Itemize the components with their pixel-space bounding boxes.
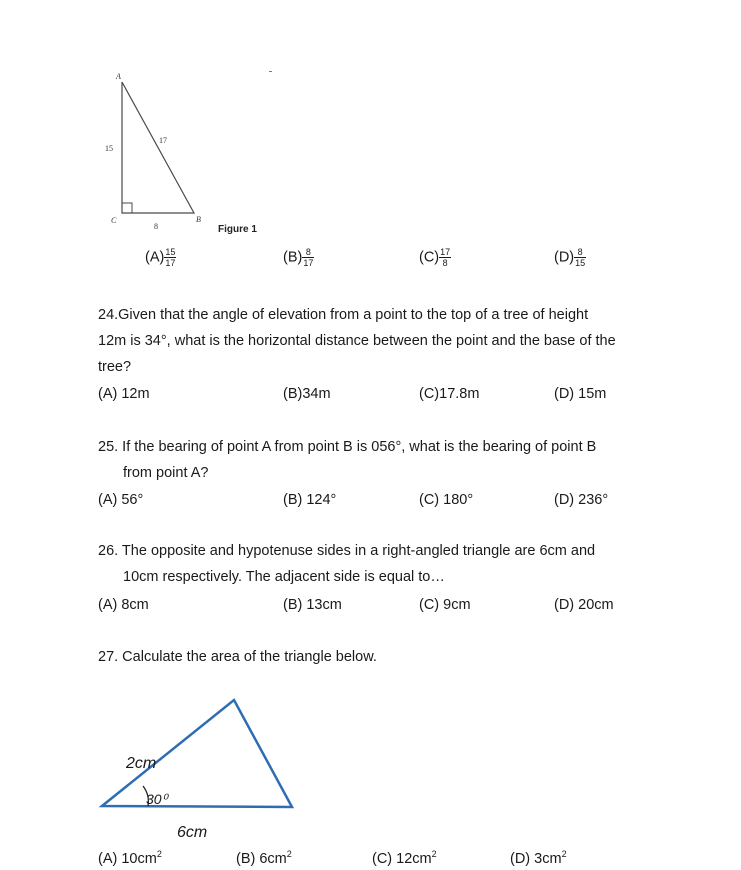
side-ac-label: 15 bbox=[105, 144, 113, 153]
side-label: 2cm bbox=[126, 755, 157, 772]
angle-label: 30⁰ bbox=[146, 791, 168, 807]
fraction: $\frac{8}{17}$ bbox=[303, 247, 314, 268]
q27-option-d[interactable]: (D) $3cm^2$ bbox=[510, 849, 567, 867]
q24-option-a[interactable]: (A) 12m bbox=[98, 386, 150, 402]
q24-option-b[interactable]: (B)34m bbox=[283, 386, 331, 402]
q23-option-a[interactable]: (A) $\frac{15}{17}$ bbox=[145, 247, 176, 268]
q23-option-c[interactable]: (C) $\frac{17}{8}$ bbox=[419, 247, 451, 268]
q25-question: 25. If the bearing of point A from point B is 056°, what is the bearing of point B from point A? bbox=[98, 439, 597, 481]
q25-option-b[interactable]: (B) 124° bbox=[283, 492, 337, 508]
q24-question: 24.Given that the angle of elevation from a point to the top of a tree of height 12m is 34°, what is the horizontal distance between the point and the base of the tree? bbox=[98, 307, 616, 375]
vertex-a-label: A bbox=[116, 72, 121, 81]
side-cb-label: 8 bbox=[154, 222, 158, 231]
q25-option-a[interactable]: (A) 56° bbox=[98, 492, 144, 508]
q27-triangle bbox=[90, 690, 310, 850]
stray-dash bbox=[269, 71, 272, 72]
q26-option-c[interactable]: (C) 9cm bbox=[419, 597, 471, 613]
q24-option-c[interactable]: (C)17.8m bbox=[419, 386, 480, 402]
q26-option-d[interactable]: (D) 20cm bbox=[554, 597, 614, 613]
vertex-b-label: B bbox=[196, 215, 201, 224]
q27-question: 27. Calculate the area of the triangle below. bbox=[98, 649, 377, 665]
vertex-c-label: C bbox=[111, 216, 117, 225]
right-angle-marker bbox=[122, 203, 132, 213]
q27-option-c[interactable]: (C) $12cm^2$ bbox=[372, 849, 437, 867]
q26-option-b[interactable]: (B) 13cm bbox=[283, 597, 342, 613]
fraction: $\frac{17}{8}$ bbox=[440, 247, 451, 268]
fraction: $\frac{8}{15}$ bbox=[575, 247, 586, 268]
q26-question: 26. The opposite and hypotenuse sides in a right-angled triangle are 6cm and 10cm respectively. The adjacent side is equal to… bbox=[98, 543, 596, 585]
q25-option-c[interactable]: (C) 180° bbox=[419, 492, 474, 508]
q23-option-d[interactable]: (D) $\frac{8}{15}$ bbox=[554, 247, 586, 268]
figure-1-triangle bbox=[95, 70, 265, 240]
q26-option-a[interactable]: (A) 8cm bbox=[98, 597, 149, 613]
q24-option-d[interactable]: (D) 15m bbox=[554, 386, 607, 402]
q27-option-a[interactable]: (A) $10cm^2$ bbox=[98, 849, 162, 867]
q25-option-d[interactable]: (D) 236° bbox=[554, 492, 609, 508]
figure-caption: Figure 1 bbox=[218, 224, 257, 235]
triangle-outline bbox=[122, 82, 194, 213]
side-ab-label: 17 bbox=[159, 136, 167, 145]
triangle-outline bbox=[102, 700, 292, 807]
q27-option-b[interactable]: (B) $6cm^2$ bbox=[236, 849, 292, 867]
q23-option-b[interactable]: (B) $\frac{8}{17}$ bbox=[283, 247, 314, 268]
base-label: 6cm bbox=[177, 824, 208, 841]
fraction: $\frac{15}{17}$ bbox=[165, 247, 176, 268]
